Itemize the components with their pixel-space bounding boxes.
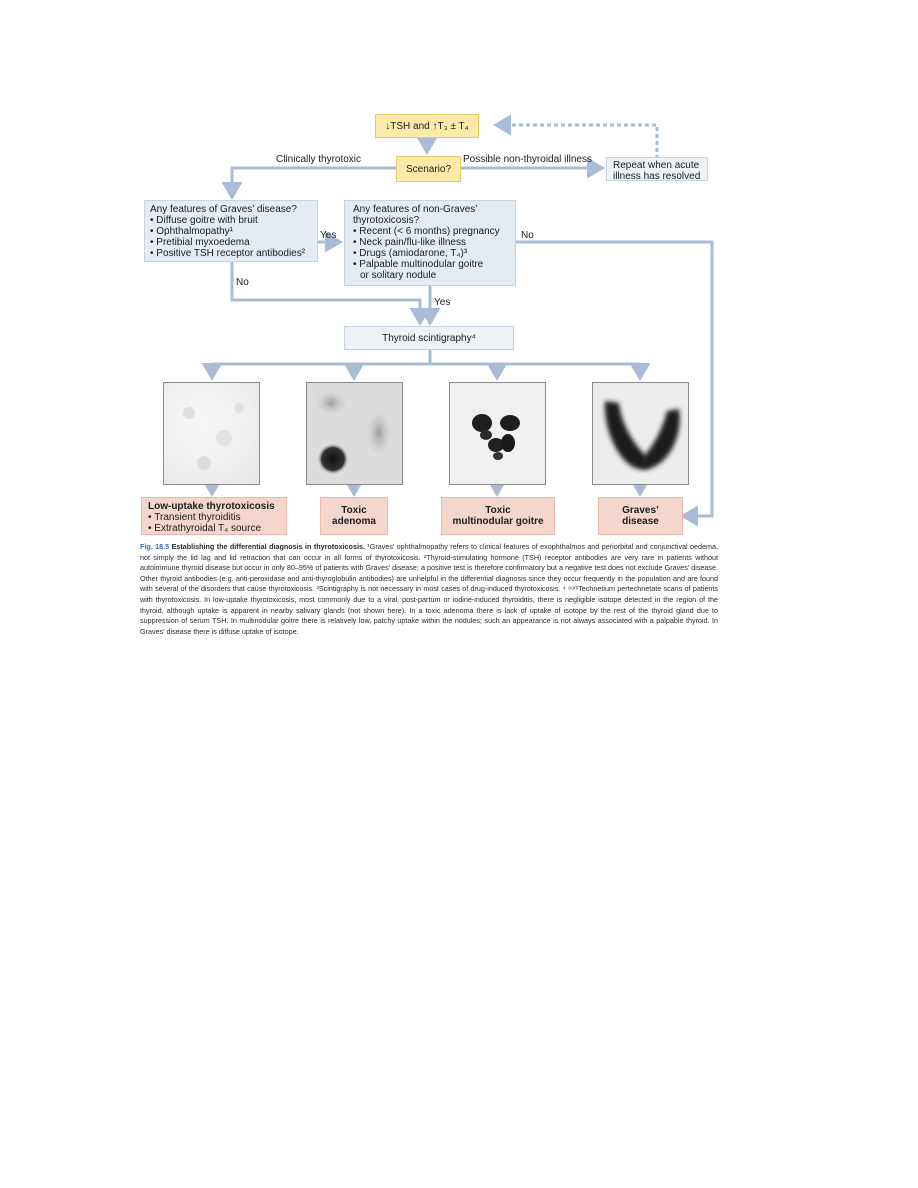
list-item: • Palpable multinodular goitre xyxy=(353,259,507,270)
outcome-toxic-mng-line-1: Toxic xyxy=(485,505,511,516)
outcome-toxic-mng xyxy=(441,497,555,535)
graves-features-node xyxy=(144,200,318,262)
scan-image-icon xyxy=(450,383,546,485)
no-label: No xyxy=(236,277,249,288)
list-item: • Extrathyroidal T₄ source xyxy=(148,523,280,534)
scintigraphy-node xyxy=(344,326,514,350)
list-item: • Drugs (amiodarone, T₄)³ xyxy=(353,248,507,259)
start-node xyxy=(375,114,479,138)
scan-toxic-adenoma-image xyxy=(306,382,403,485)
repeat-line-1: Repeat when acute xyxy=(613,160,700,171)
yes-label: Yes xyxy=(320,230,337,241)
non-graves-features-node xyxy=(344,200,516,286)
non-graves-title-1: Any features of non-Graves’ xyxy=(353,204,478,215)
scan-graves-image xyxy=(592,382,689,485)
repeat-line-2: illness has resolved xyxy=(613,171,701,182)
start-label: ↓TSH and ↑T₃ ± T₄ xyxy=(385,121,469,132)
list-item: • Positive TSH receptor antibodies² xyxy=(150,248,312,259)
graves-features-list xyxy=(150,215,312,259)
list-item-continuation: or solitary nodule xyxy=(360,270,437,281)
caption-fig-number: Fig. 18.5 xyxy=(140,542,170,551)
scenario-node xyxy=(396,156,461,182)
outcome-graves-line-1: Graves’ xyxy=(622,505,659,516)
list-item: • Ophthalmopathy¹ xyxy=(150,226,312,237)
list-item: • Transient thyroiditis xyxy=(148,512,280,523)
scan-image-icon xyxy=(307,383,403,485)
outcome-toxic-adenoma-line-2: adenoma xyxy=(332,516,376,527)
caption-body: ¹Graves’ ophthalmopathy refers to clinical features of exophthalmos and periorbital and conjunctival oedema, not simply the lid lag and lid retraction that can occur in all forms of thyrotoxicosis. ²Thyroid-stimulating hormone (TSH) receptor antibodies are very rare in patients without autoimmune thyroid disease but occur in only 80–95% of patients with Graves’ disease; a positive test is therefore confirmatory but a negative test does not exclude Graves’ disease. Other thyroid antibodies (e.g. anti-peroxidase and anti-thyroglobulin antibodies) are unhelpful in the differential diagnosis since they occur frequently in the population and are found with several of the disorders that cause thyrotoxicosis. ³Scintigraphy is not necessary in most cases of drug-induced thyrotoxicosis. ⁴ ⁹⁹ᵐTechnetium pertechnetate scans of patients with thyrotoxicosis. In low-uptake thyrotoxicosis, most commonly due to a viral, post-partum or iodine-induced thyroiditis, there is negligible isotope detected in the region of the thyroid, although uptake is apparent in nearby salivary glands (not shown here). In a toxic adenoma there is lack of uptake of isotope by the rest of the thyroid gland due to suppression of serum TSH. In multinodular goitre there is relatively low, patchy uptake within the nodules; such an appearance is not always associated with a palpable thyroid. In Graves’ disease there is diffuse uptake of isotope. xyxy=(140,542,719,636)
outcome-toxic-adenoma-line-1: Toxic xyxy=(341,505,367,516)
outcome-graves-line-2: disease xyxy=(622,516,659,527)
possible-nonthyroidal-label: Possible non-thyroidal illness xyxy=(463,154,592,165)
scenario-label: Scenario? xyxy=(405,164,452,175)
scintigraphy-label: Thyroid scintigraphy⁴ xyxy=(382,333,476,344)
no-label-right: No xyxy=(521,230,534,241)
outcome-graves xyxy=(598,497,683,535)
list-item: • Diffuse goitre with bruit xyxy=(150,215,312,226)
scan-toxic-mng-image xyxy=(449,382,546,485)
non-graves-title-2: thyrotoxicosis? xyxy=(353,215,420,226)
caption-title: Establishing the differential diagnosis in thyrotoxicosis. xyxy=(171,542,365,551)
non-graves-features-list xyxy=(353,226,507,270)
repeat-node xyxy=(606,157,708,181)
scan-image-icon xyxy=(593,383,689,485)
outcome-low-uptake-list xyxy=(148,512,280,534)
outcome-low-uptake xyxy=(141,497,287,535)
list-item: • Recent (< 6 months) pregnancy xyxy=(353,226,507,237)
graves-features-title: Any features of Graves’ disease? xyxy=(150,204,297,215)
figure-caption xyxy=(140,542,718,637)
list-item: • Pretibial myxoedema xyxy=(150,237,312,248)
scan-image-icon xyxy=(164,383,260,485)
arrow-scenario-to-graves-features xyxy=(232,168,396,197)
yes-label-down: Yes xyxy=(434,297,451,308)
outcome-toxic-adenoma xyxy=(320,497,388,535)
scan-low-uptake-image xyxy=(163,382,260,485)
outcome-toxic-mng-line-2: multinodular goitre xyxy=(452,516,544,527)
outcome-low-uptake-title: Low-uptake thyrotoxicosis xyxy=(148,501,275,512)
clinically-thyrotoxic-label: Clinically thyrotoxic xyxy=(276,154,362,165)
list-item: • Neck pain/flu-like illness xyxy=(353,237,507,248)
